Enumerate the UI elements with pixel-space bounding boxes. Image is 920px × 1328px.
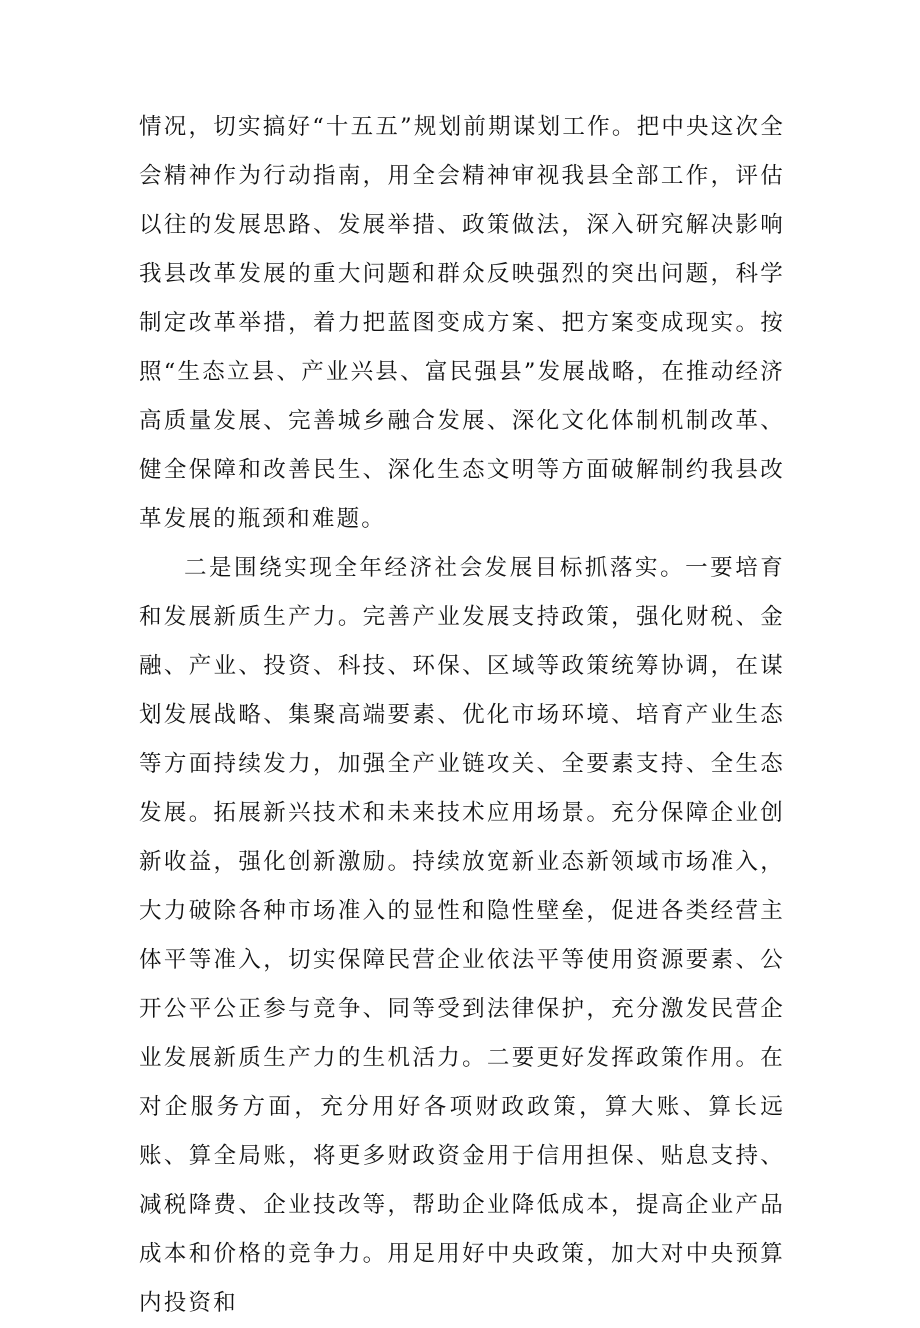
paragraph-2: 二是围绕实现全年经济社会发展目标抓落实。一要培育和发展新质生产力。完善产业发展支持政策，强化财税、金融、产业、投资、科技、环保、区域等政策统筹协调，在谋划发展战略、集聚高端要素、优化市场环境、培育产业生态等方面持续发力，加强全产业链攻关、全要素支持、全生态发展。拓展新兴技术和未来技术应用场景。充分保障企业创新收益，强化创新激励。持续放宽新业态新领域市场准入，大力破除各种市场准入的显性和隐性壁垒，促进各类经营主体平等准入，切实保障民营企业依法平等使用资源要素、公开公平公正参与竞争、同等受到法律保护，充分激发民营企业发展新质生产力的生机活力。二要更好发挥政策作用。在对企服务方面，充分用好各项财政政策，算大账、算长远账、算全局账，将更多财政资金用于信用担保、贴息支持、减税降费、企业技改等，帮助企业降低成本，提高企业产品成本和价格的竞争力。用足用好中央政策，加大对中央预算内投资和: [139, 555, 785, 1316]
body-text: [139, 103, 785, 1328]
paragraph-1: 情况，切实搞好“十五五”规划前期谋划工作。把中央这次全会精神作为行动指南，用全会精神审视我县全部工作，评估以往的发展思路、发展举措、政策做法，深入研究解决影响我县改革发展的重大问题和群众反映强烈的突出问题，科学制定改革举措，着力把蓝图变成方案、把方案变成现实。按照“生态立县、产业兴县、富民强县”发展战略，在推动经济高质量发展、完善城乡融合发展、深化文化体制机制改革、健全保障和改善民生、深化生态文明等方面破解制约我县改革发展的瓶颈和难题。: [139, 114, 785, 532]
